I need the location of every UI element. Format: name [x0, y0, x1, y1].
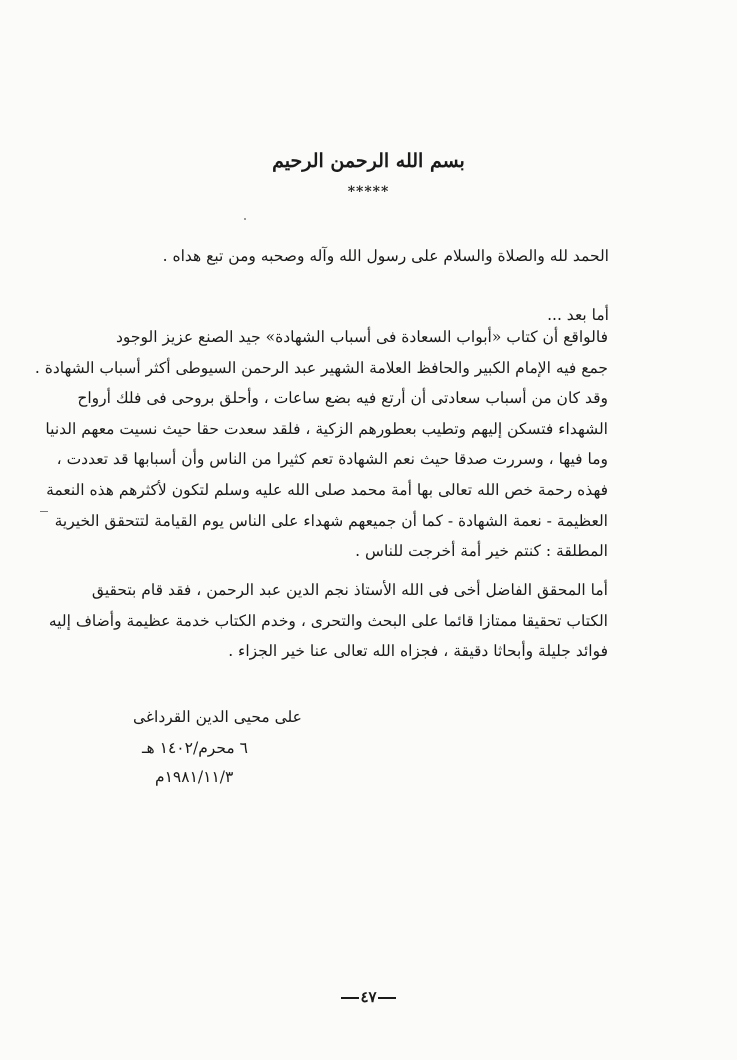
stars-divider: *****	[347, 184, 390, 200]
page-number	[0, 988, 737, 1006]
signature-hijri-date: ٦ محرم/١٤٠٢ هـ	[142, 739, 248, 757]
paragraph-1-line: الشهداء فتسكن إليهم وتطيب بعطورهم الزكية ، فلقد سعدت حقا حيث نسيت معهم الدنيا	[45, 419, 608, 438]
paragraph-1-line: فهذه رحمة خص الله تعالى بها أمة محمد صلى الله عليه وسلم لتكون لأكثرهم هذه النعمة	[46, 480, 608, 499]
signature-name: على محيى الدين القرداغى	[133, 708, 302, 726]
paragraph-1-line: العظيمة - نعمة الشهادة - كما أن جميعهم شهداء على الناس يوم القيامة لتتحقق الخيرية	[54, 511, 608, 530]
signature-gregorian-date: ١٩٨١/١١/٣م	[155, 768, 234, 786]
paragraph-2-line: أما المحقق الفاضل أخى فى الله الأستاذ نجم الدين عبد الرحمن ، فقد قام بتحقيق	[91, 581, 608, 599]
page-number-dash	[378, 997, 396, 999]
opening-praise: الحمد لله والصلاة والسلام على رسول الله وآله وصحبه ومن تبع هداه .	[162, 247, 609, 265]
scan-speck	[244, 218, 246, 220]
paragraph-1-line: فالواقع أن كتاب «أبواب السعادة فى أسباب الشهادة» جيد الصنع عزيز الوجود	[115, 328, 608, 346]
basmala-heading: بسم الله الرحمن الرحيم	[272, 150, 465, 172]
paragraph-2	[48, 575, 608, 667]
paragraph-1-line: وما فيها ، وسررت صدقا حيث نعم الشهادة تعم كثيرا من الناس وأن أسبابها قد تعددت ،	[56, 450, 608, 469]
paragraph-1-line: المطلقة : كنتم خير أمة أخرجت للناس .	[355, 542, 608, 561]
paragraph-2-line: الكتاب تحقيقا ممتازا قائما على البحث والتحرى ، وخدم الكتاب خدمة عظيمة وأضاف إليه	[48, 611, 608, 630]
page-number-dash	[341, 997, 359, 999]
paragraph-1-line: وقد كان من أسباب سعادتى أن أرتع فيه بضع ساعات ، وأحلق بروحى فى فلك أرواح	[77, 389, 608, 408]
paragraph-2-line: فوائد جليلة وأبحاثا دقيقة ، فجزاه الله تعالى عنا خير الجزاء .	[228, 642, 608, 661]
page-number-value: ٤٧	[360, 988, 377, 1006]
paragraph-1	[34, 322, 608, 567]
scan-speck	[40, 511, 48, 512]
amma-baad: أما بعد ...	[547, 306, 609, 324]
paragraph-1-line: جمع فيه الإمام الكبير والحافظ العلامة الشهير عبد الرحمن السيوطى أكثر أسباب الشهادة .	[34, 358, 608, 377]
